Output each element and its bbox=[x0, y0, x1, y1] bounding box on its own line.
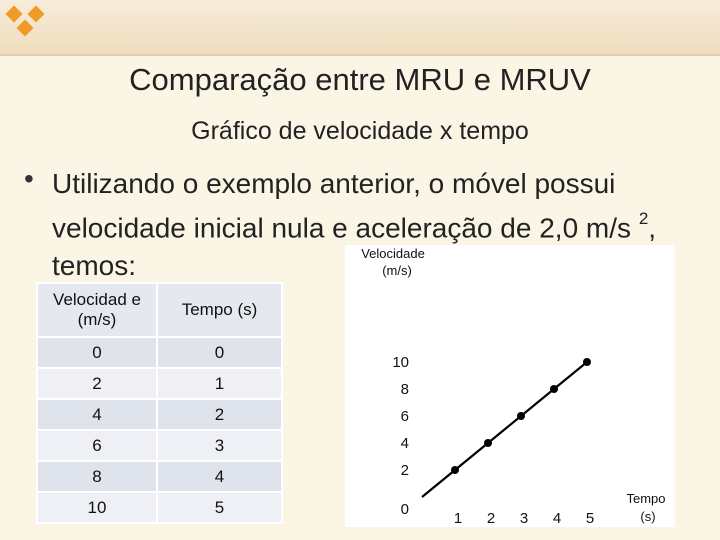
y-tick-label: 8 bbox=[400, 381, 409, 398]
table-cell: 6 bbox=[37, 430, 157, 461]
x-tick-label: 0 bbox=[400, 501, 409, 518]
x-tick-label: 1 bbox=[453, 510, 463, 527]
slide-subtitle: Gráfico de velocidade x tempo bbox=[191, 117, 529, 145]
table-cell: 4 bbox=[37, 399, 157, 430]
table-cell: 0 bbox=[157, 337, 282, 368]
table-row bbox=[37, 337, 282, 368]
y-tick-label: 2 bbox=[400, 462, 409, 479]
x-tick-label: 2 bbox=[486, 510, 496, 527]
table-row bbox=[37, 461, 282, 492]
table-header-time: Tempo (s) bbox=[157, 283, 282, 337]
bullet-text-end: , temos: bbox=[52, 212, 657, 282]
table-row bbox=[37, 430, 282, 461]
table-row bbox=[37, 368, 282, 399]
chart-ylabel-line1: Velocidade bbox=[361, 246, 425, 261]
chart-ylabel-line2: (m/s) bbox=[382, 263, 412, 278]
bullet-symbol: • bbox=[24, 163, 34, 194]
slide-title: Comparação entre MRU e MRUV bbox=[129, 62, 591, 97]
table-cell: 8 bbox=[37, 461, 157, 492]
x-tick-label: 4 bbox=[552, 510, 562, 527]
header-divider bbox=[0, 54, 720, 56]
bullet-superscript: 2 bbox=[638, 209, 649, 228]
table-row bbox=[37, 399, 282, 430]
table-cell: 5 bbox=[157, 492, 282, 523]
x-tick-label: 3 bbox=[519, 510, 529, 527]
x-tick-label: 5 bbox=[585, 510, 595, 527]
table-cell: 4 bbox=[157, 461, 282, 492]
y-tick-label: 10 bbox=[392, 354, 409, 371]
header-band bbox=[0, 0, 720, 55]
table-cell: 3 bbox=[157, 430, 282, 461]
table-cell: 10 bbox=[37, 492, 157, 523]
table-row bbox=[37, 492, 282, 523]
data-point bbox=[484, 439, 492, 447]
table-cell: 1 bbox=[157, 368, 282, 399]
chart-panel bbox=[345, 245, 675, 527]
y-tick-label: 4 bbox=[400, 435, 409, 452]
data-point bbox=[550, 385, 558, 393]
chart-xlabel-line2: (s) bbox=[640, 509, 656, 524]
data-point bbox=[451, 466, 459, 474]
table-header-velocity: Velocidad e (m/s) bbox=[37, 283, 157, 337]
data-point bbox=[583, 358, 591, 366]
y-tick-label: 6 bbox=[400, 408, 409, 425]
data-table bbox=[36, 282, 283, 524]
data-point bbox=[517, 412, 525, 420]
velocity-time-chart bbox=[345, 245, 675, 527]
bullet-text-main: Utilizando o exemplo anterior, o móvel possui velocidade inicial nula e aceleração de 2,0 m/s bbox=[52, 168, 632, 244]
table-cell: 2 bbox=[37, 368, 157, 399]
table-cell: 0 bbox=[37, 337, 157, 368]
table-cell: 2 bbox=[157, 399, 282, 430]
chart-xlabel-line1: Tempo bbox=[626, 491, 666, 506]
series-line bbox=[422, 362, 587, 497]
